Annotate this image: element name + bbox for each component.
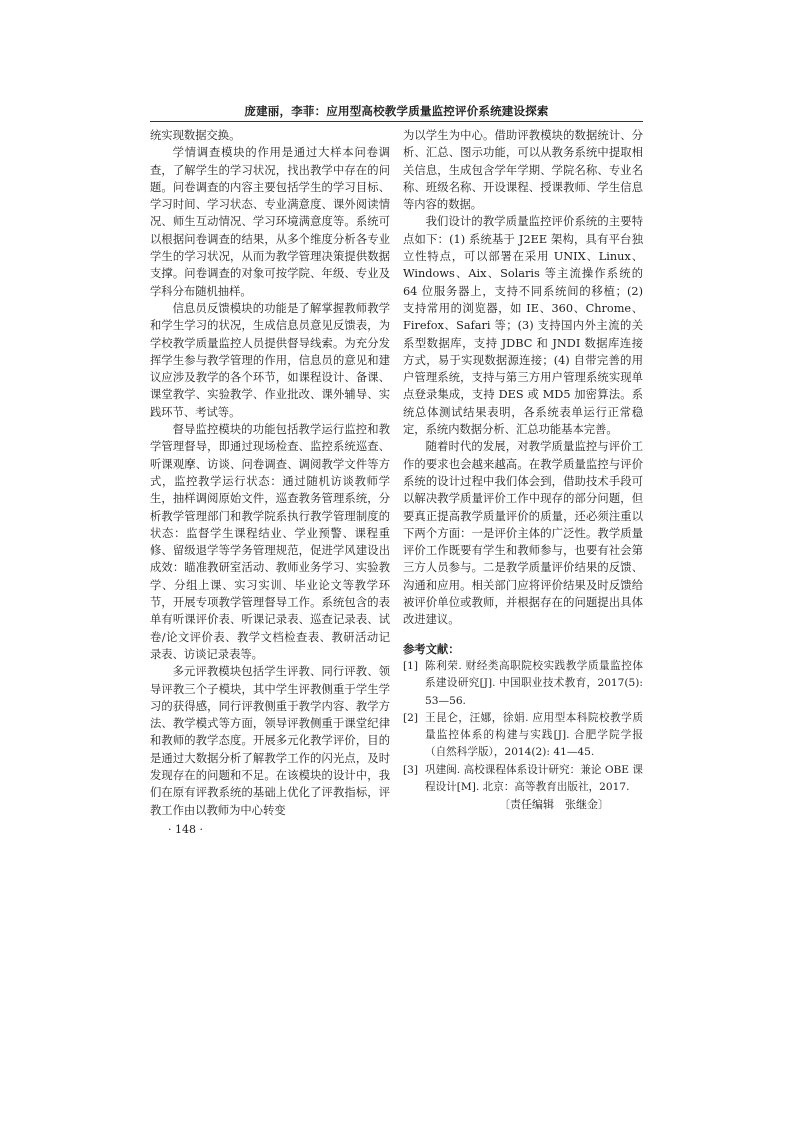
page-number: · 148 · <box>168 823 203 836</box>
body-paragraph: 我们设计的教学质量监控评价系统的主要特点如下：(1) 系统基于 J2EE 架构，具有平台独立性特点，可以部署在采用 UNIX、Linux、Windows、Aix、Solaris 等主流操作系统的 64 位服务器上，支持不同系统间的移植；(2) 支持常用的浏览器，如 IE、360、Chrome、Firefox、Safari 等；(3) 支持国内外主流的关系型数据库，支持 JDBC 和 JNDI 数据库连接方式，易于实现数据源连接；(4) 自带完善的用户管理系统，支持与第三方用户管理系统实现单点登录集成，支持 DES 或 MD5 加密算法。系统总体测试结果表明，各系统表单运行正常稳定，系统内数据分析、汇总功能基本完善。 <box>403 215 643 437</box>
running-header: 庞建丽，李菲：应用型高校教学质量监控评价系统建设探索 <box>244 104 549 118</box>
editor-note: 〔责任编辑 张继金〕 <box>499 798 609 812</box>
header-rule <box>150 121 643 122</box>
body-paragraph: 督导监控模块的功能包括教学运行监控和教学管理督导，即通过现场检查、监控系统巡查、听课观摩、访谈、问卷调查、调阅教学文件等方式，监控教学运行状态：通过随机访谈教师学生，抽样调阅原始文件，巡查教务管理系统，分析教学管理部门和教学院系执行教学管理制度的状态：监督学生课程结业、学业预警、课程重修、留级退学等学务管理规范，促进学风建设出成效：瞄准教研室活动、教师业务学习、实验教学、分组上课、实习实训、毕业论文等教学环节，开展专项教学管理督导工作。系统包含的表单有听课评价表、听课记录表、巡查记录表、试卷/论文评价表、教学文档检查表、教研活动记录表、访谈记录表等。 <box>150 423 390 661</box>
body-paragraph: 为以学生为中心。借助评教模块的数据统计、分析、汇总、图示功能，可以从教务系统中提取相关信息，生成包含学年学期、学院名称、专业名称、班级名称、开设课程、授课教师、学生信息等内容的数据。 <box>403 129 643 212</box>
body-paragraph: 多元评教模块包括学生评教、同行评教、领导评教三个子模块，其中学生评教侧重于学生学习的获得感，同行评教侧重于教学内容、教学方法、教学模式等方面，领导评教侧重于课堂纪律和教师的教学态度。开展多元化教学评价，目的是通过大数据分析了解教学工作的闪光点，及时发现存在的问题和不足。在该模块的设计中，我们在原有评教系统的基础上优化了评教指标，评教工作由以教师为中心转变 <box>150 665 390 817</box>
body-paragraph: 统实现数据交换。 <box>150 129 241 142</box>
reference-number: [3] <box>403 763 419 776</box>
reference-text: 巩建闽. 高校课程体系设计研究：兼论 OBE 课程设计[M]. 北京：高等教育出版社，2017. <box>425 763 643 793</box>
references-heading: 参考文献： <box>403 641 460 656</box>
body-paragraph: 随着时代的发展，对教学质量监控与评价工作的要求也会越来越高。在教学质量监控与评价系统的设计过程中我们体会到，借助技术手段可以解决教学质量评价工作中现存的部分问题，但要真正提高教学质量评价的质量，还必须注重以下两个方面：一是评价主体的广泛性。教学质量评价工作既要有学生和教师参与，也要有社会第三方人员参与。二是教学质量评价结果的反馈、沟通和应用。相关部门应将评价结果及时反馈给被评价单位或教师，并根据存在的问题提出具体改进建议。 <box>403 440 643 627</box>
left-column <box>150 127 390 819</box>
reference-text: 陈利荣. 财经类高职院校实践教学质量监控体系建设研究[J]. 中国职业技术教育，2017(5): 53—56. <box>425 659 643 707</box>
body-paragraph: 学情调查模块的作用是通过大样本问卷调查，了解学生的学习状况，找出教学中存在的问题。问卷调查的内容主要包括学生的学习目标、学习时间、学习状态、专业满意度、课外阅读情况、师生互动情况、学习环境满意度等。系统可以根据问卷调查的结果，从多个维度分析各专业学生的学习状况，从而为教学管理决策提供数据支撑。问卷调查的对象可按学院、年级、专业及学科分布随机抽样。 <box>150 146 390 298</box>
reference-item <box>403 762 643 797</box>
reference-number: [1] <box>403 659 419 672</box>
reference-text: 王昆仑，汪娜，徐娟. 应用型本科院校教学质量监控体系的构建与实践[J]. 合肥学院学报（自然科学版），2014(2): 41—45. <box>425 711 643 759</box>
body-paragraph: 信息员反馈模块的功能是了解掌握教师教学和学生学习的状况，生成信息员意见反馈表，为学校教学质量监控人员提供督导线索。为充分发挥学生参与教学管理的作用，信息员的意见和建议应涉及教学的各个环节，如课程设计、备课、课堂教学、实验教学、作业批改、课外辅导、实践环节、考试等。 <box>150 301 390 419</box>
reference-item <box>403 658 643 710</box>
right-column <box>403 127 643 814</box>
reference-number: [2] <box>403 711 419 724</box>
reference-item <box>403 710 643 762</box>
